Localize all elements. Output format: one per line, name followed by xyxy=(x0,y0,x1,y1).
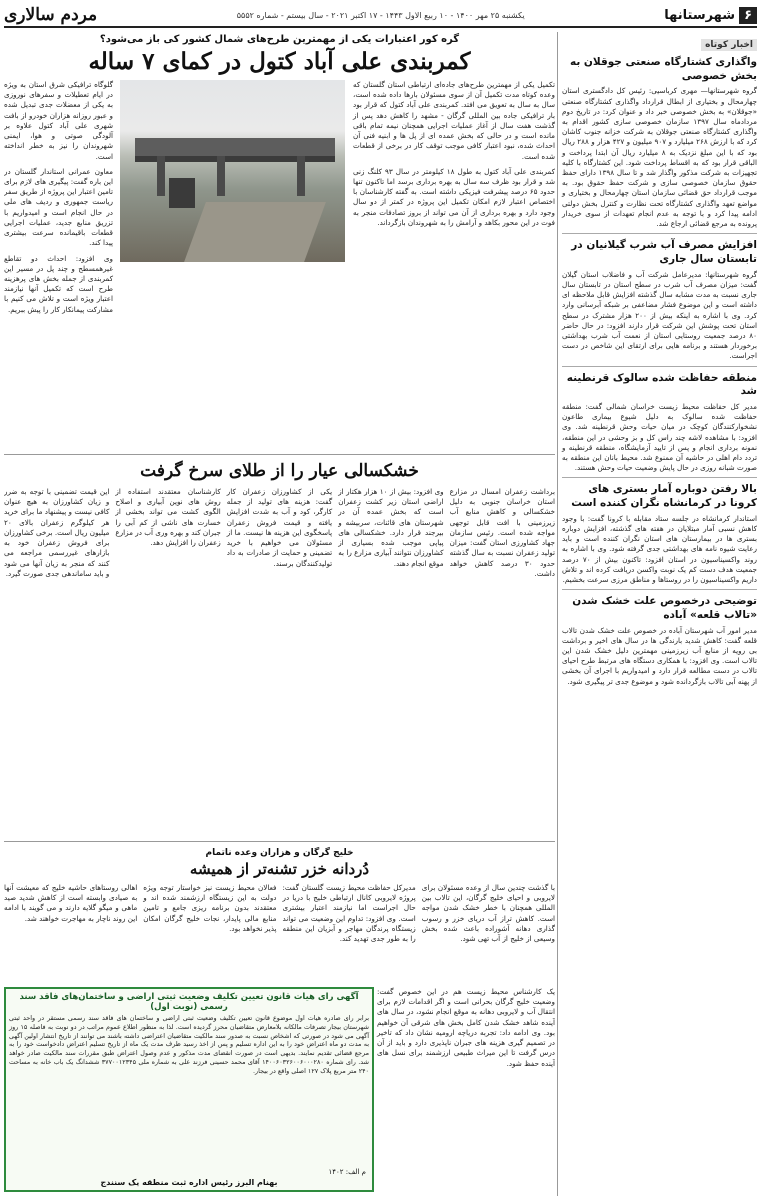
ad-signature: بهنام البرز رئیس اداره ثبت منطقه یک سنندج xyxy=(100,1178,278,1187)
gorgan-bay-headline: دُردانه خزر تشنه‌تر از همیشه xyxy=(189,860,370,878)
page-number: ۶ xyxy=(739,7,757,24)
article-text: وی افزود: بیش از ۱۰ هزار هکتار از اراضی استان زیر کشت زعفران است که بخش عمده آن در شهرستان های قائنات، سربیشه و بیرجند قرار دارد. خشکسالی های پیاپی موجب شده بسیاری از کشاورزان نتوانند آبیاری مزارع را به موقع انجام دهند. xyxy=(338,487,444,568)
photo-pillar xyxy=(157,156,165,196)
news-item xyxy=(562,372,757,479)
article-text: اهالی روستاهای حاشیه خلیج که معیشت آنها به صیادی وابسته است از کاهش شدید صید ماهی و میگو گلایه دارند و می گویند با ادامه این روند ناچار به مهاجرت خواهند شد. xyxy=(4,883,138,923)
article-text: مدیرکل حفاظت محیط زیست گلستان گفت: پروژه لایروبی کانال ارتباطی خلیج با دریا در حال اجراست اما نیازمند اعتبار بیشتری است. وی افزود: تداوم این وضعیت می تواند زیستگاه پرندگان مهاجر و آبزیان این منطقه را به طور جدی تهدید کند. xyxy=(282,883,416,944)
news-item xyxy=(562,239,757,366)
article-text: با گذشت چندین سال از وعده مسئولان برای لایروبی و احیای خلیج گرگان، این تالاب بین المللی همچنان با خطر خشک شدن مواجه است. کاهش تراز آب دریای خزر و رسوب گذاری دهانه آشوراده باعث شده بخش وسیعی از خلیج از آب تهی شود. xyxy=(421,883,555,944)
news-body: مدیر امور آب شهرستان آباده در خصوص علت خشک شدن تالاب قلعه گفت: کاهش شدید بارندگی ها در سال های اخیر و برداشت بی رویه از منابع آب زیرزمینی مهمترین دلیل خشک شدن این تالاب است. وی افزود: با همکاری دستگاه های مرتبط طرح احیای تالاب در دست مطالعه قرار دارد و امیدواریم با اجرای آن بخشی از پهنه آبی تالاب بازگردانده شود و موضوع جدی تر پیگیری شود. xyxy=(562,625,757,686)
top-story-column-right xyxy=(353,80,555,233)
news-title: بالا رفتن دوباره آمار بستری های کرونا در کرمانشاه نگران کننده است xyxy=(571,483,757,510)
photo-bridge xyxy=(135,138,335,162)
saffron-story xyxy=(4,461,555,842)
article-text: این قیمت تضمینی با توجه به ضرر و زیان کشاورزان به هیچ عنوان کافی نیست و پیشنهاد ما برای خرید هر کیلوگرم زعفران بالای ۲۰ میلیون ریال است. برخی کشاورزان برای فروش زعفران خود به بازارهای غیررسمی مراجعه می کنند که منجر به زیان آنها می شود و باید ساماندهی جدی صورت گیرد. xyxy=(4,487,110,578)
news-body: گروه شهرستانها— مهری کرباسیی: رئیس کل دادگستری استان چهارمحال و بختیاری از ابطال قرارداد واگذاری کشتارگاه صنعتی «جوقلان» به بخش خصوصی خبر داد و عنوان کرد: در تاریخ دوم مردادماه سال ۱۳۹۷ سازمان خصوصی سازی کشور اقدام به واگذاری کشتارگاه صنعتی جوقلان به شرکت خزانه جنوب کاشان کرد که با ارزش ۲۶۸ میلیارد و ۹۰۷ میلیون و ۴۲۷ هزار و ۲۸۸ ریال بود که با این مبلغ نزدیک به ۸ میلیارد ریال آن ابتدا پرداخت و الباقی قرار بود که به اقساط پرداخت شود. این کشتارگاه با کلیه تجهیزات به شرکت مذکور واگذار شد و تا سال ۱۳۹۸ دارای حفظ حقوق سازمان خصوصی سازی و شرکت حفظ حقوق بود. به موجب قرارداد حق قضائی سازمان استان چهارمحال و بختیاری و مواضع تعهد واگذاری کشتارگاه تحت نظارت و کنترل بخش دولتی ادامه پیدا کرد و با توجه به عدم انجام تعهدات از سوی خریدار پرونده به مرجع قضائی ارجاع شد. xyxy=(562,86,757,229)
legal-notice-ad xyxy=(4,987,374,1192)
news-item xyxy=(562,56,757,234)
photo-sign xyxy=(169,178,195,208)
news-title: افزایش مصرف آب شرب گیلانیان در تابستان سال جاری xyxy=(571,239,757,265)
newspaper-logo: مردم سالاری xyxy=(4,5,98,25)
article-text: یکی از کشاورزان زعفران کار گفت: هزینه های تولید از جمله کارگر، کود و آب به شدت افزایش یافته و قیمت فروش زعفران پاسخگوی این هزینه ها نیست. ما از مسئولان می خواهیم با خرید تضمینی و حمایت از صادرات به داد تولیدکنندگان برسند. xyxy=(226,487,333,568)
news-body: گروه شهرستانها: مدیرعامل شرکت آب و فاضلاب استان گیلان گفت: میزان مصرف آب شرب در سطح استان در تابستان سال جاری نسبت به مدت مشابه سال گذشته افزایش قابل ملاحظه ای داشته است و این موضوع فشار مضاعفی بر شبکه آبرسانی وارد کرد. وی با اشاره به اینکه بیش از ۲۰۰ هزار مشترک در سطح استان تحت پوشش این شرکت قرار دارند افزود: در حال حاضر ۸۰ درصد جمعیت روستایی استان از نعمت آب شرب بهداشتی برخوردار هستند و برنامه هایی برای ارتقای این شاخص در دست اجراست. xyxy=(562,269,757,361)
short-news-column xyxy=(557,32,757,1196)
top-story-headline: کمربندی علی آباد کتول در کمای ۷ ساله xyxy=(88,48,471,75)
ad-code: م الف: ۱۴۰۲ xyxy=(328,1168,366,1176)
page-number-block xyxy=(664,7,757,24)
news-title: منطقه حفاظت شده سالوک قرنطینه شد xyxy=(566,371,757,398)
article-text: معاون عمرانی استاندار گلستان در این باره گفت: پیگیری های لازم برای تامین اعتبار این پروژه از طریق سفر ریاست جمهوری و ردیف های ملی در حال انجام است و امیدواریم با تزریق منابع جدید، عملیات اجرایی قطعات باقیمانده سرعت بیشتری پیدا کند. xyxy=(4,166,113,248)
saffron-columns xyxy=(4,487,555,584)
gorgan-bay-kicker: خلیج گرگان و هزاران وعده ناتمام xyxy=(205,848,354,858)
gorgan-bay-story xyxy=(4,848,555,988)
section-name: شهرستانها xyxy=(664,7,736,23)
gorgan-bay-continued xyxy=(377,987,555,1192)
photo-road xyxy=(184,202,326,262)
photo-pillar xyxy=(217,156,225,196)
news-item xyxy=(562,483,757,590)
article-text: فعالان محیط زیست نیز خواستار توجه ویژه دولت به این زیستگاه ارزشمند شده اند و معتقدند بدون برنامه ریزی جامع و تامین منابع مالی پایدار، نجات خلیج گرگان امکان پذیر نخواهد بود. xyxy=(143,883,277,933)
main-content xyxy=(4,32,555,1196)
top-story-kicker: گره کور اعتبارات یکی از مهمترین طرح‌های شمال کشور کی باز می‌شود؟ xyxy=(99,34,460,45)
news-item xyxy=(562,595,757,687)
saffron-headline: خشکسالی عیار را از طلای سرخ گرفت xyxy=(140,461,419,481)
article-text: گلوگاه ترافیکی شرق استان به ویژه در ایام تعطیلات و سفرهای نوروزی به یکی از معضلات جدی تبدیل شده و عبور روزانه هزاران خودرو از بافت شهری علی آباد کتول علاوه بر آلودگی صوتی و هوا، ایمنی شهروندان را نیز به خطر انداخته است. xyxy=(4,80,113,161)
article-text: برداشت زعفران امسال در مزارع استان خراسان جنوبی به دلیل خشکسالی و کاهش منابع آب زیرزمینی با افت قابل توجهی مواجه شده است. رئیس سازمان جهاد کشاورزی استان گفت: میزان تولید زعفران نسبت به سال گذشته حدود ۳۰ درصد کاهش خواهد داشت. xyxy=(449,487,555,578)
news-body: استاندار کرمانشاه در جلسه ستاد مقابله با کرونا گفت: با وجود کاهش نسبی آمار مبتلایان در هفته های گذشته، افزایش دوباره بستری ها در بیمارستان های استان نگران کننده است و باید رعایت شیوه نامه های بهداشتی جدی گرفته شود. وی با اشاره به روند واکسیناسیون در استان افزود: تاکنون بیش از ۷۰ درصد جمعیت هدف دست کم یک نوبت واکسن دریافت کرده اند و تلاش داریم واکسیناسیون را در روستاها و مناطق مرزی سرعت بخشیم. xyxy=(562,513,757,584)
top-story xyxy=(4,34,555,455)
news-title: واگذاری کشتارگاه صنعتی جوقلان به بخش خصوصی xyxy=(569,56,757,82)
article-text: تکمیل یکی از مهمترین طرح‌های جاده‌ای ارتباطی استان گلستان که وعده کوتاه مدت تکمیل آن از سوی مسئولان بارها داده شده است، سال به سال به تعویق می افتد. کمربندی علی آباد کتول که قرار بود بار ترافیکی جاده بین المللی گرگان - مشهد را کاهش دهد پس از گذشت هفت سال از آغاز عملیات اجرایی همچنان نیمه تمام باقی مانده است و در حالی که بخش عمده ای از پل ها و ابنیه فنی آن احداث شده، نبود اعتبار کافی موجب توقف کار در برخی از قطعات شده است. xyxy=(353,80,555,161)
highway-bridge-photo xyxy=(120,80,345,262)
article-text: وی افزود: احداث دو تقاطع غیرهمسطح و چند پل در مسیر این کمربندی از جمله بخش های پرهزینه طرح است که تکمیل آنها نیازمند اعتبار ویژه است و تلاش می کنیم با مشارکت پیمانکار کار را پیش ببریم. xyxy=(4,253,113,314)
photo-pillar xyxy=(297,156,305,196)
article-text: کارشناسان معتقدند استفاده از روش های نوین آبیاری و اصلاح الگوی کشت می تواند بخشی از خسارت های ناشی از کم آبی را جبران کند و بهره وری آب در مزارع زعفران را افزایش دهد. xyxy=(115,487,221,548)
issue-date: یکشنبه ۲۵ مهر ۱۴۰۰ - ۱۰ ربیع الاول ۱۴۴۳ - ۱۷ اکتبر ۲۰۲۱ - سال بیستم - شماره ۵۵۵۲ xyxy=(236,10,525,20)
news-title: توضیحی درخصوص علت خشک شدن «تالاب قلعه» آباده xyxy=(572,595,757,621)
page-header xyxy=(4,4,757,28)
top-story-column-left xyxy=(4,80,113,320)
article-text: کمربندی علی آباد کتول به طول ۱۸ کیلومتر در سال ۹۳ کلنگ زنی شد و قرار بود ظرف سه سال به بهره برداری برسد اما تاکنون تنها حدود ۶۵ درصد پیشرفت فیزیکی داشته است. به گفته کارشناسان با اختصاص اعتبار لازم امکان تکمیل این پروژه در کمتر از دو سال وجود دارد و بهره برداری از آن می تواند از بروز تصادفات منجر به فوت در این محور بکاهد و آرامش را به شهروندان بازگرداند. xyxy=(353,166,555,227)
ad-title: آگهی رای هیات قانون تعیین تکلیف وضعیت ثبتی اراضی و ساختمان‌های فاقد سند رسمی (نوبت اول) xyxy=(19,992,359,1012)
article-text: یک کارشناس محیط زیست هم در این خصوص گفت: وضعیت خلیج گرگان بحرانی است و اگر اقدامات لازم برای انتقال آب و لایروبی دهانه به موقع انجام نشود، در سال های آینده شاهد خشک شدن کامل بخش های شرقی آن خواهیم بود. وی ادامه داد: تجربه دریاچه ارومیه نشان داد که تاخیر در تصمیم گیری هزینه های جبران ناپذیری دارد و باید از آن درس گرفت تا این میراث طبیعی ارزشمند برای نسل های آینده حفظ شود. xyxy=(377,987,555,1068)
gorgan-bay-columns xyxy=(4,883,555,949)
short-news-tag: اخبار کوتاه xyxy=(701,39,757,51)
news-body: مدیر کل حفاظت محیط زیست خراسان شمالی گفت: منطقه حفاظت شده سالوک به دلیل شیوع بیماری طاعون نشخوارکنندگان کوچک در میان حیات وحش قرنطینه شد. وی افزود: با مشاهده لاشه چند راس کل و بز وحشی در این منطقه، نمونه برداری انجام و پس از تایید آزمایشگاه، منطقه قرنطینه و تردد دام اهلی در حاشیه آن ممنوع شد. محیط بانان این منطقه به صورت شبانه روزی در حال پایش وضعیت حیات وحش هستند. xyxy=(562,401,757,473)
ad-body: برابر رای صادره هیات اول موضوع قانون تعیین تکلیف وضعیت ثبتی اراضی و ساختمان های فاقد سند رسمی مستقر در واحد ثبتی شهرستان بیجار تصرفات مالکانه بلامعارض متقاضیان محرز گردیده است. لذا به منظور اطلاع عموم مراتب در دو نوبت به فاصله ۱۵ روز آگهی می شود در صورتی که اشخاص نسبت به صدور سند مالکیت متقاضیان اعتراضی داشته باشند می توانند از تاریخ انتشار اولین آگهی به مدت دو ماه اعتراض خود را به این اداره تسلیم و پس از اخذ رسید ظرف مدت یک ماه از تاریخ تسلیم اعتراض دادخواست خود را به مرجع قضائی تقدیم نمایند. بدیهی است در صورت انقضای مدت مذکور و عدم وصول اعتراض طبق مقررات سند مالکیت صادر خواهد شد. رای شماره ۱۴۰۰۶۰۳۲۶۰۰۶۰۰۰۲۸۰ آقای محمد حسینی فرزند علی به شماره ملی ۳۷۷۰۰۱۲۳۴۵ ششدانگ یک باب خانه به مساحت ۲۴۰ متر مربع پلاک ۱۲۷ اصلی واقع در بیجار. xyxy=(9,1014,369,1075)
